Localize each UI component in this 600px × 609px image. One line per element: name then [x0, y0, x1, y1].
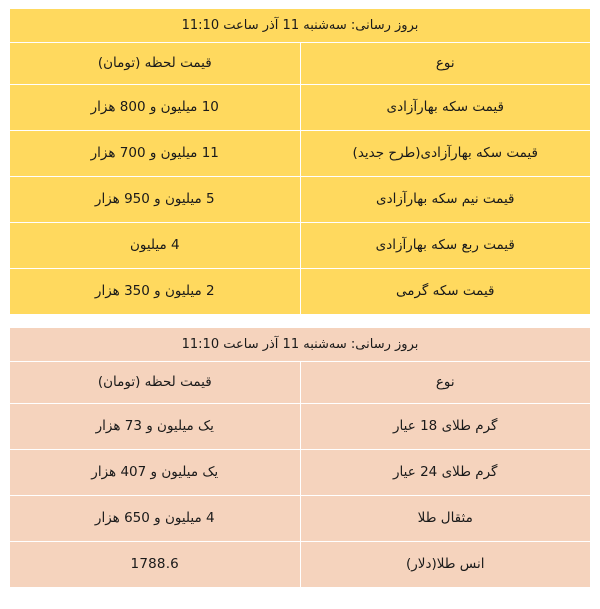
coin-row-type: قیمت سکه بهارآزادی: [300, 85, 591, 131]
top-spacer: [0, 0, 600, 8]
gold-row-price: 4 میلیون و 650 هزار: [10, 496, 301, 542]
table-row: [10, 223, 591, 269]
coin-table-update-row: [10, 9, 591, 43]
gold-table-column-header-row: [10, 362, 591, 404]
gold-row-type: گرم طلای 18 عیار: [300, 404, 591, 450]
gold-table-update-row: [10, 328, 591, 362]
gold-price-table: [9, 327, 591, 588]
coin-row-price: 11 میلیون و 700 هزار: [10, 131, 301, 177]
table-row: [10, 542, 591, 588]
gold-row-price: یک میلیون و 73 هزار: [10, 404, 301, 450]
table-row: [10, 131, 591, 177]
coin-row-type: قیمت سکه گرمی: [300, 269, 591, 315]
gold-column-header-price: قیمت لحظه (تومان): [10, 362, 301, 404]
coin-table-column-header-row: [10, 43, 591, 85]
coin-row-price: 4 میلیون: [10, 223, 301, 269]
table-row: [10, 450, 591, 496]
coin-row-price: 10 میلیون و 800 هزار: [10, 85, 301, 131]
coin-row-type: قیمت ربع سکه بهارآزادی: [300, 223, 591, 269]
table-row: [10, 85, 591, 131]
gold-row-type: گرم طلای 24 عیار: [300, 450, 591, 496]
coin-row-type: قیمت سکه بهارآزادی(طرح جدید): [300, 131, 591, 177]
coin-column-header-price: قیمت لحظه (تومان): [10, 43, 301, 85]
gold-row-type: انس طلا(دلار): [300, 542, 591, 588]
gold-row-price: یک میلیون و 407 هزار: [10, 450, 301, 496]
gold-row-price: 1788.6: [10, 542, 301, 588]
coin-price-table: [9, 8, 591, 315]
coin-column-header-type: نوع: [300, 43, 591, 85]
coin-row-price: 5 میلیون و 950 هزار: [10, 177, 301, 223]
gold-table-update-header: بروز رسانی: سه‌شنبه 11 آذر ساعت 11:10: [10, 328, 591, 362]
table-row: [10, 404, 591, 450]
coin-table-update-header: بروز رسانی: سه‌شنبه 11 آذر ساعت 11:10: [10, 9, 591, 43]
coin-row-price: 2 میلیون و 350 هزار: [10, 269, 301, 315]
gold-column-header-type: نوع: [300, 362, 591, 404]
gold-row-type: مثقال طلا: [300, 496, 591, 542]
table-row: [10, 177, 591, 223]
table-row: [10, 496, 591, 542]
table-row: [10, 269, 591, 315]
table-divider-spacer: [0, 315, 600, 327]
coin-row-type: قیمت نیم سکه بهارآزادی: [300, 177, 591, 223]
